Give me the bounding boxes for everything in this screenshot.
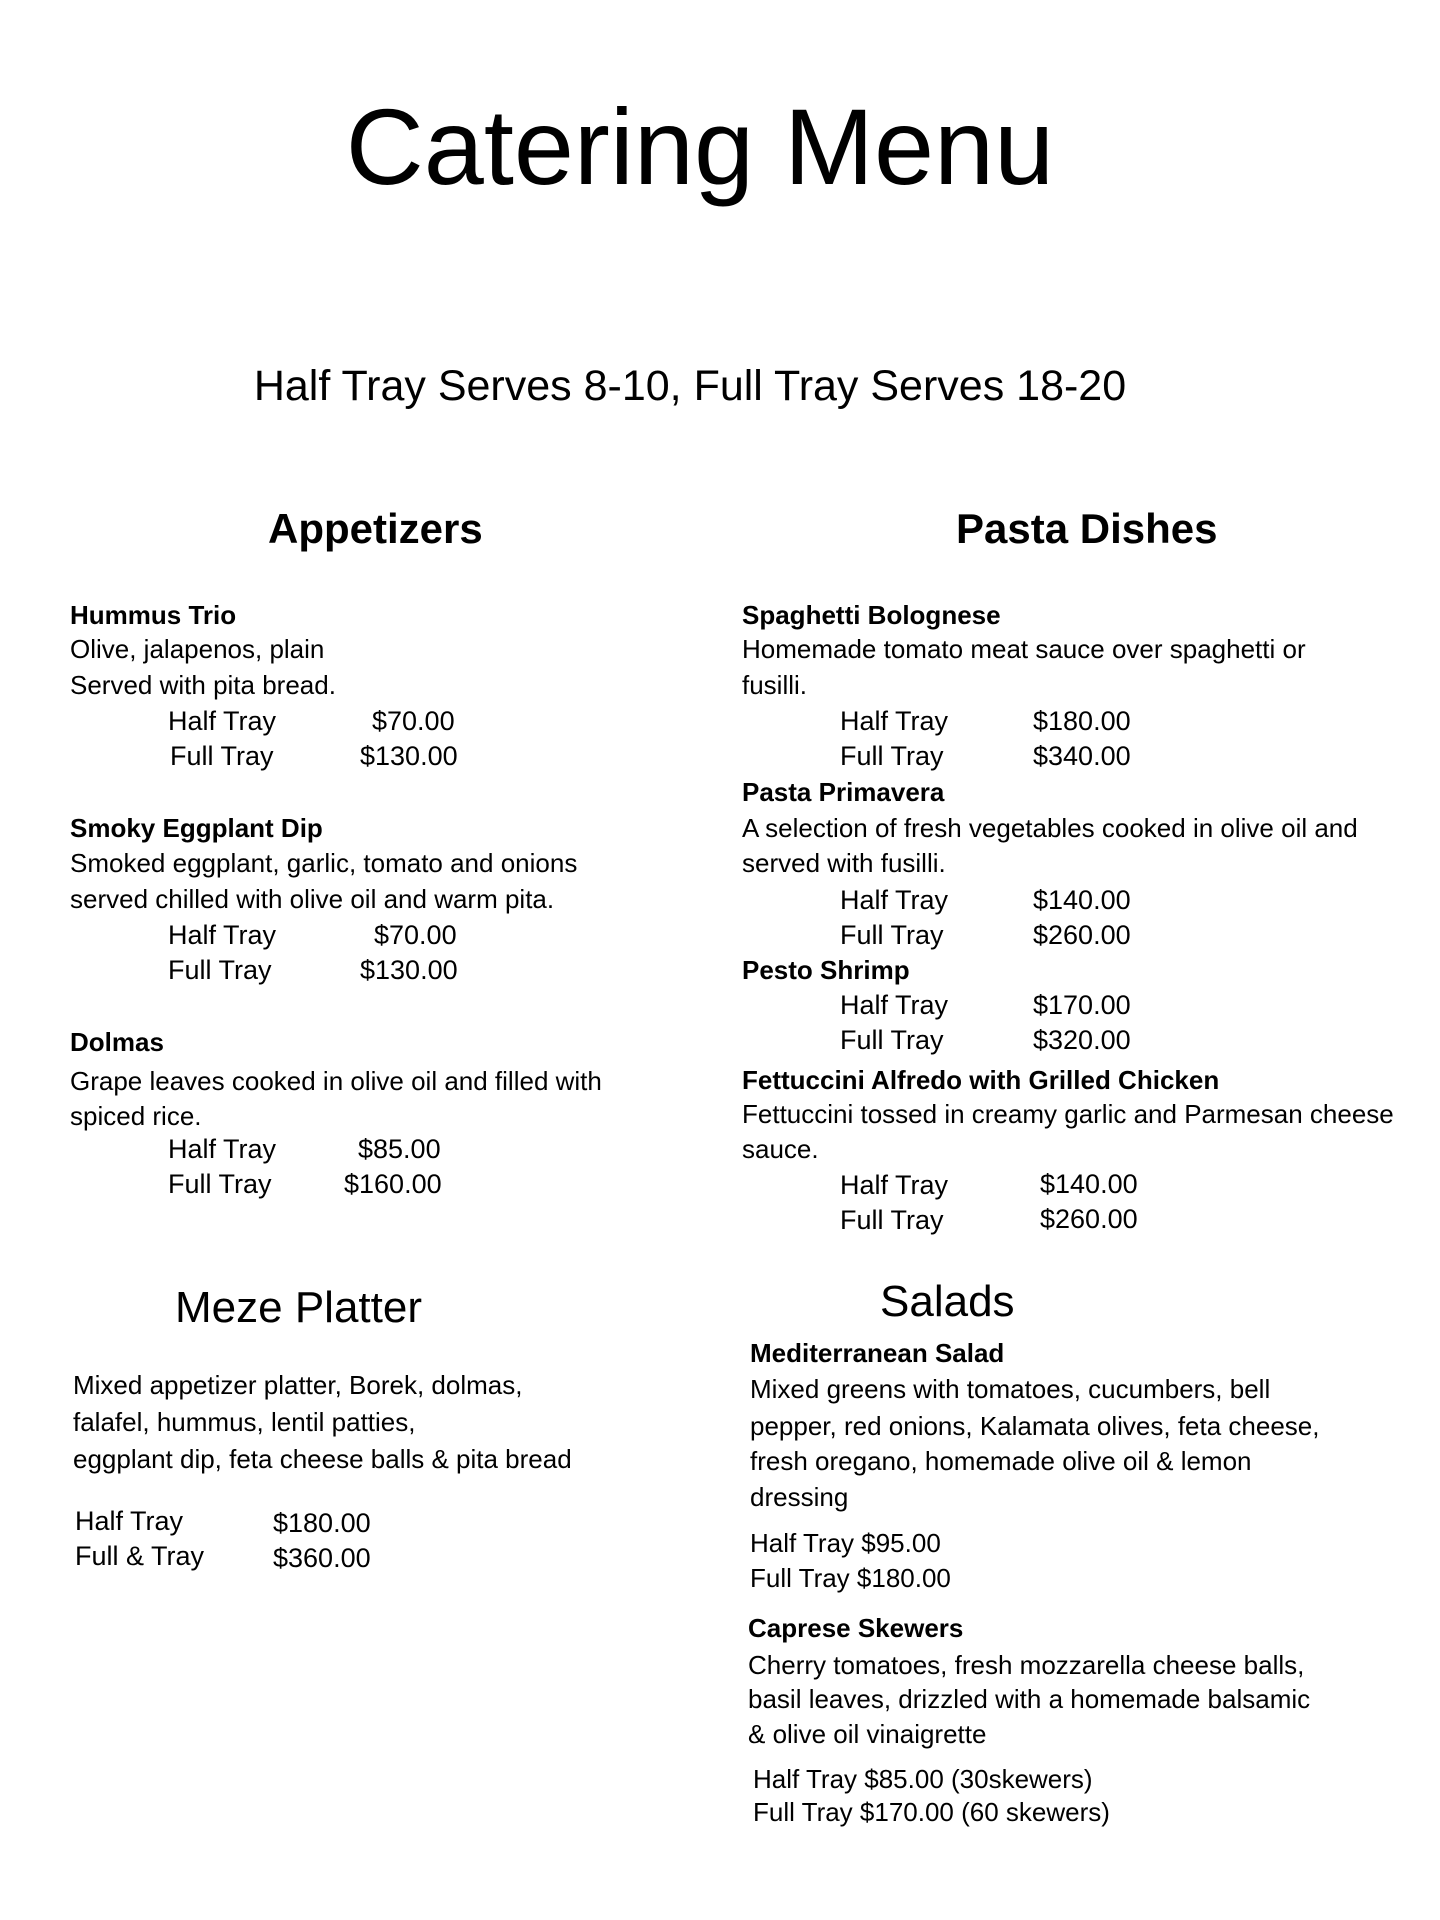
full-tray-price: $130.00 bbox=[360, 955, 458, 985]
half-tray-price: $170.00 bbox=[1033, 990, 1131, 1020]
half-tray-price: $70.00 bbox=[374, 920, 457, 950]
meze-desc: Mixed appetizer platter, Borek, dolmas, bbox=[73, 1370, 523, 1400]
half-tray-label: Half Tray bbox=[168, 1134, 277, 1164]
menu-item-desc: Olive, jalapenos, plain bbox=[70, 634, 325, 664]
full-tray-price: Full Tray $170.00 (60 skewers) bbox=[753, 1797, 1110, 1827]
meze-desc: eggplant dip, feta cheese balls & pita bread bbox=[73, 1444, 572, 1474]
menu-item-desc: spiced rice. bbox=[70, 1101, 202, 1131]
half-tray-price: $140.00 bbox=[1033, 885, 1131, 915]
menu-item-desc: fusilli. bbox=[742, 670, 808, 700]
menu-item-name: Dolmas bbox=[70, 1027, 164, 1057]
full-tray-label: Full Tray bbox=[168, 1169, 272, 1199]
full-tray-price: $260.00 bbox=[1040, 1204, 1138, 1234]
full-tray-label: Full Tray bbox=[840, 1205, 944, 1235]
menu-item-desc: Mixed greens with tomatoes, cucumbers, bell bbox=[750, 1374, 1271, 1404]
pasta-heading: Pasta Dishes bbox=[956, 505, 1218, 552]
half-tray-label: Half Tray bbox=[840, 706, 949, 736]
full-tray-label: Full Tray bbox=[840, 920, 944, 950]
full-tray-price: $160.00 bbox=[344, 1169, 442, 1199]
appetizers-heading: Appetizers bbox=[268, 505, 483, 552]
half-tray-label: Half Tray bbox=[168, 920, 277, 950]
meze-desc: falafel, hummus, lentil patties, bbox=[73, 1407, 416, 1437]
half-tray-label: Half Tray bbox=[840, 990, 949, 1020]
half-tray-price: $180.00 bbox=[273, 1508, 371, 1538]
full-tray-price: Full Tray $180.00 bbox=[750, 1563, 951, 1593]
full-tray-label: Full & Tray bbox=[75, 1541, 205, 1571]
full-tray-label: Full Tray bbox=[840, 741, 944, 771]
half-tray-price: $180.00 bbox=[1033, 706, 1131, 736]
menu-item-name: Caprese Skewers bbox=[748, 1613, 964, 1643]
full-tray-price: $360.00 bbox=[273, 1543, 371, 1573]
half-tray-price: Half Tray $85.00 (30skewers) bbox=[753, 1764, 1093, 1794]
half-tray-price: $140.00 bbox=[1040, 1169, 1138, 1199]
full-tray-price: $130.00 bbox=[360, 741, 458, 771]
menu-item-desc: fresh oregano, homemade olive oil & lemon bbox=[750, 1446, 1252, 1476]
menu-item-desc: Smoked eggplant, garlic, tomato and onions bbox=[70, 848, 578, 878]
menu-item-name: Pasta Primavera bbox=[742, 777, 945, 807]
menu-item-desc: Served with pita bread. bbox=[70, 670, 336, 700]
menu-item-desc: pepper, red onions, Kalamata olives, feta cheese, bbox=[750, 1411, 1320, 1441]
half-tray-label: Half Tray bbox=[840, 1170, 949, 1200]
menu-item-desc: sauce. bbox=[742, 1134, 819, 1164]
menu-item-name: Hummus Trio bbox=[70, 600, 237, 630]
full-tray-price: $260.00 bbox=[1033, 920, 1131, 950]
menu-item-name: Smoky Eggplant Dip bbox=[70, 813, 323, 843]
menu-item-desc: & olive oil vinaigrette bbox=[748, 1719, 987, 1749]
menu-item-desc: Fettuccini tossed in creamy garlic and Parmesan cheese bbox=[742, 1099, 1394, 1129]
half-tray-label: Half Tray bbox=[840, 885, 949, 915]
menu-item-name: Spaghetti Bolognese bbox=[742, 600, 1001, 630]
page-title: Catering Menu bbox=[345, 86, 1055, 207]
menu-item-desc: dressing bbox=[750, 1482, 849, 1512]
full-tray-label: Full Tray bbox=[840, 1025, 944, 1055]
half-tray-label: Half Tray bbox=[75, 1506, 184, 1536]
menu-item-desc: Grape leaves cooked in olive oil and filled with bbox=[70, 1066, 602, 1096]
half-tray-label: Half Tray bbox=[168, 706, 277, 736]
half-tray-price: Half Tray $95.00 bbox=[750, 1528, 941, 1558]
menu-item-desc: served chilled with olive oil and warm pita. bbox=[70, 884, 555, 914]
half-tray-price: $70.00 bbox=[372, 706, 455, 736]
menu-item-name: Pesto Shrimp bbox=[742, 955, 910, 985]
menu-item-desc: Cherry tomatoes, fresh mozzarella cheese balls, bbox=[748, 1650, 1305, 1680]
salads-heading: Salads bbox=[880, 1277, 1015, 1326]
half-tray-price: $85.00 bbox=[358, 1134, 441, 1164]
full-tray-price: $340.00 bbox=[1033, 741, 1131, 771]
menu-item-name: Fettuccini Alfredo with Grilled Chicken bbox=[742, 1065, 1220, 1095]
full-tray-label: Full Tray bbox=[170, 741, 274, 771]
menu-item-desc: Homemade tomato meat sauce over spaghetti or bbox=[742, 634, 1306, 664]
full-tray-price: $320.00 bbox=[1033, 1025, 1131, 1055]
serving-info: Half Tray Serves 8-10, Full Tray Serves 18-20 bbox=[253, 362, 1127, 410]
menu-item-desc: A selection of fresh vegetables cooked in olive oil and bbox=[742, 813, 1358, 843]
meze-heading: Meze Platter bbox=[175, 1283, 422, 1332]
menu-item-desc: served with fusilli. bbox=[742, 848, 946, 878]
full-tray-label: Full Tray bbox=[168, 955, 272, 985]
menu-item-desc: basil leaves, drizzled with a homemade balsamic bbox=[748, 1684, 1311, 1714]
menu-item-name: Mediterranean Salad bbox=[750, 1338, 1005, 1368]
